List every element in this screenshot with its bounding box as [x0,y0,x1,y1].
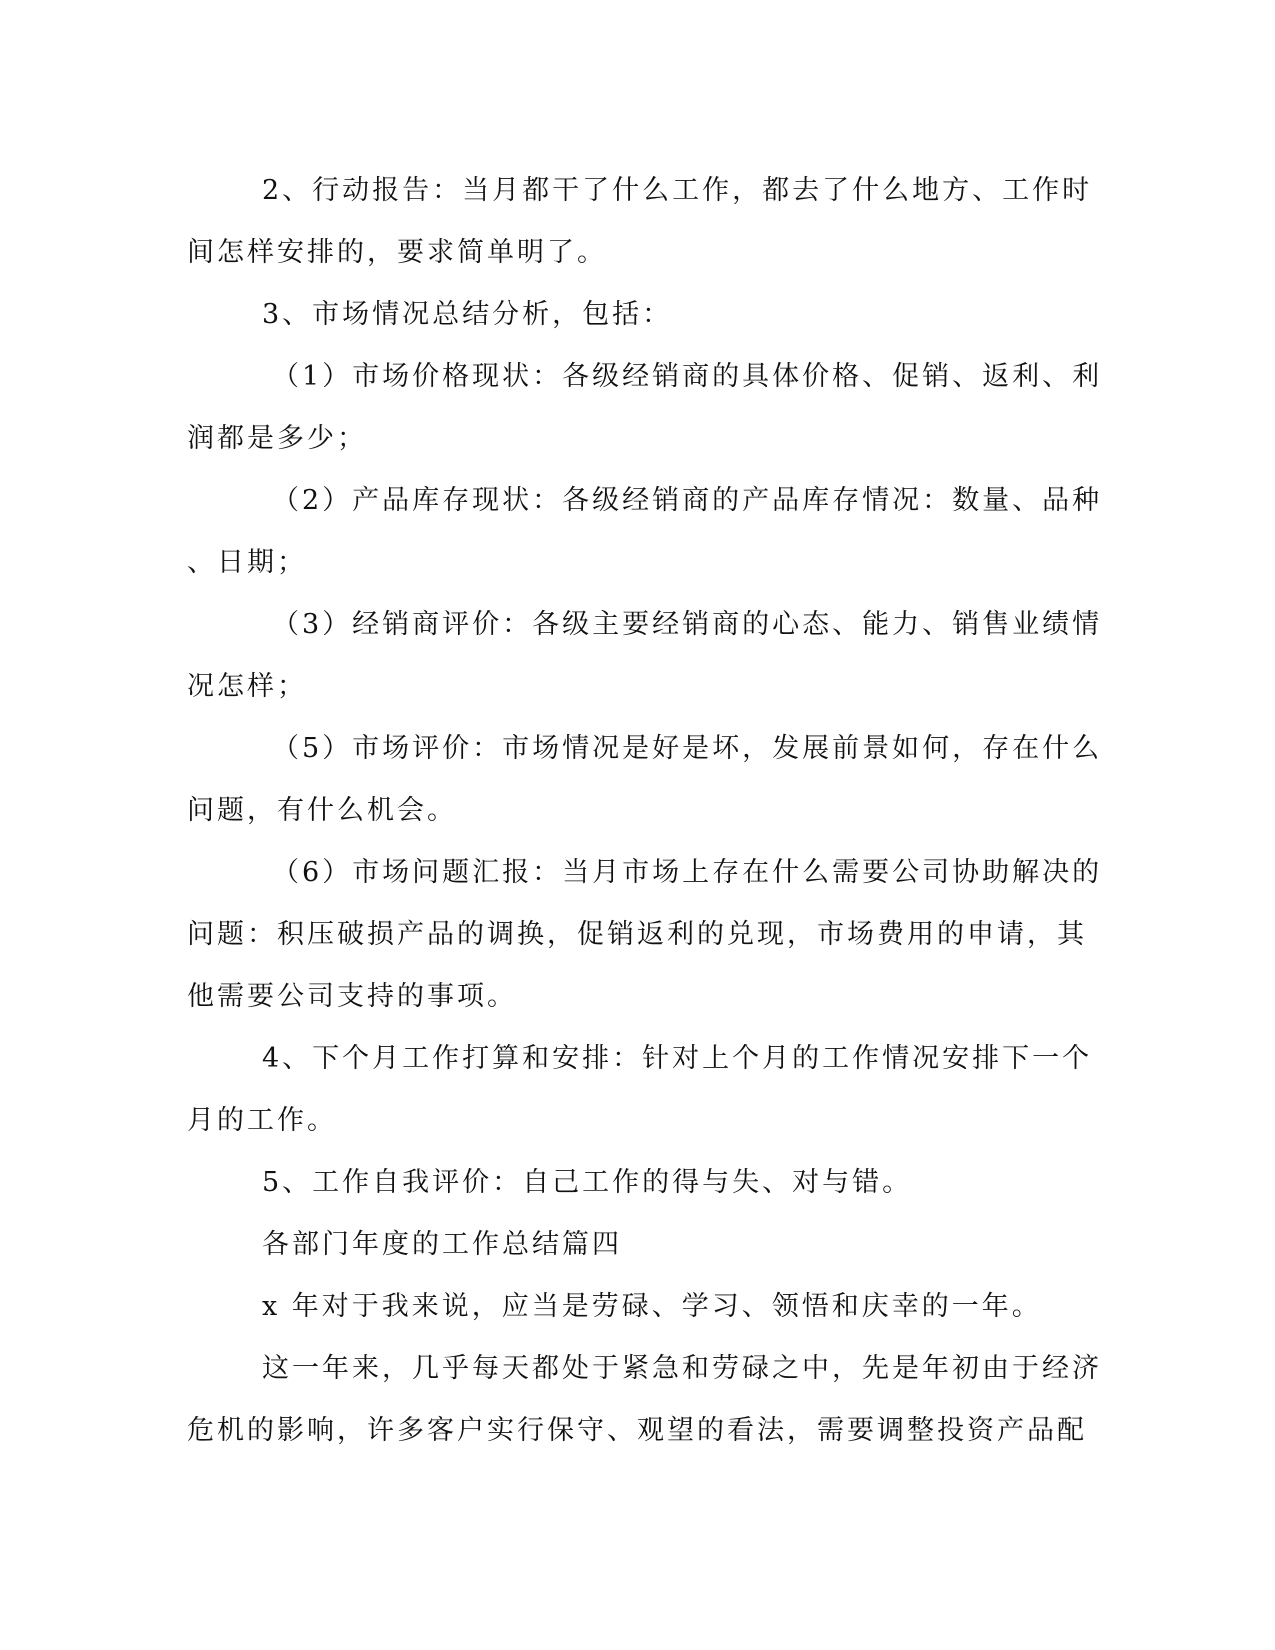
paragraph-line: 3、市场情况总结分析，包括： [262,299,673,330]
paragraph-line: 问题，有什么机会。 [187,795,457,826]
paragraph-line: 他需要公司支持的事项。 [187,981,517,1012]
paragraph-line: 、日期； [187,547,307,578]
paragraph-line: 月的工作。 [187,1105,337,1136]
paragraph-line: 润都是多少； [187,423,367,454]
paragraph-line: 况怎样； [187,671,307,702]
paragraph-line: （1）市场价格现状：各级经销商的具体价格、促销、返利、利 [272,361,1103,392]
paragraph-line: 这一年来，几乎每天都处于紧急和劳碌之中，先是年初由于经济 [262,1353,1102,1384]
section-heading: 各部门年度的工作总结篇四 [262,1229,622,1260]
paragraph-line: x 年对于我来说，应当是劳碌、学习、领悟和庆幸的一年。 [262,1291,1042,1322]
paragraph-line: 2、行动报告：当月都干了什么工作，都去了什么地方、工作时 [262,175,1093,206]
paragraph-line: 问题：积压破损产品的调换，促销返利的兑现，市场费用的申请，其 [187,919,1087,950]
paragraph-line: （5）市场评价：市场情况是好是坏，发展前景如何，存在什么 [272,733,1103,764]
paragraph-line: 间怎样安排的，要求简单明了。 [187,237,607,268]
paragraph-line: （3）经销商评价：各级主要经销商的心态、能力、销售业绩情 [272,609,1103,640]
paragraph-line: （6）市场问题汇报：当月市场上存在什么需要公司协助解决的 [272,857,1103,888]
paragraph-line: （2）产品库存现状：各级经销商的产品库存情况：数量、品种 [272,485,1103,516]
paragraph-line: 危机的影响，许多客户实行保守、观望的看法，需要调整投资产品配 [187,1415,1087,1446]
paragraph-line: 4、下个月工作打算和安排：针对上个月的工作情况安排下一个 [262,1043,1093,1074]
document-body [187,160,1103,1462]
paragraph-line: 5、工作自我评价：自己工作的得与失、对与错。 [262,1167,913,1198]
